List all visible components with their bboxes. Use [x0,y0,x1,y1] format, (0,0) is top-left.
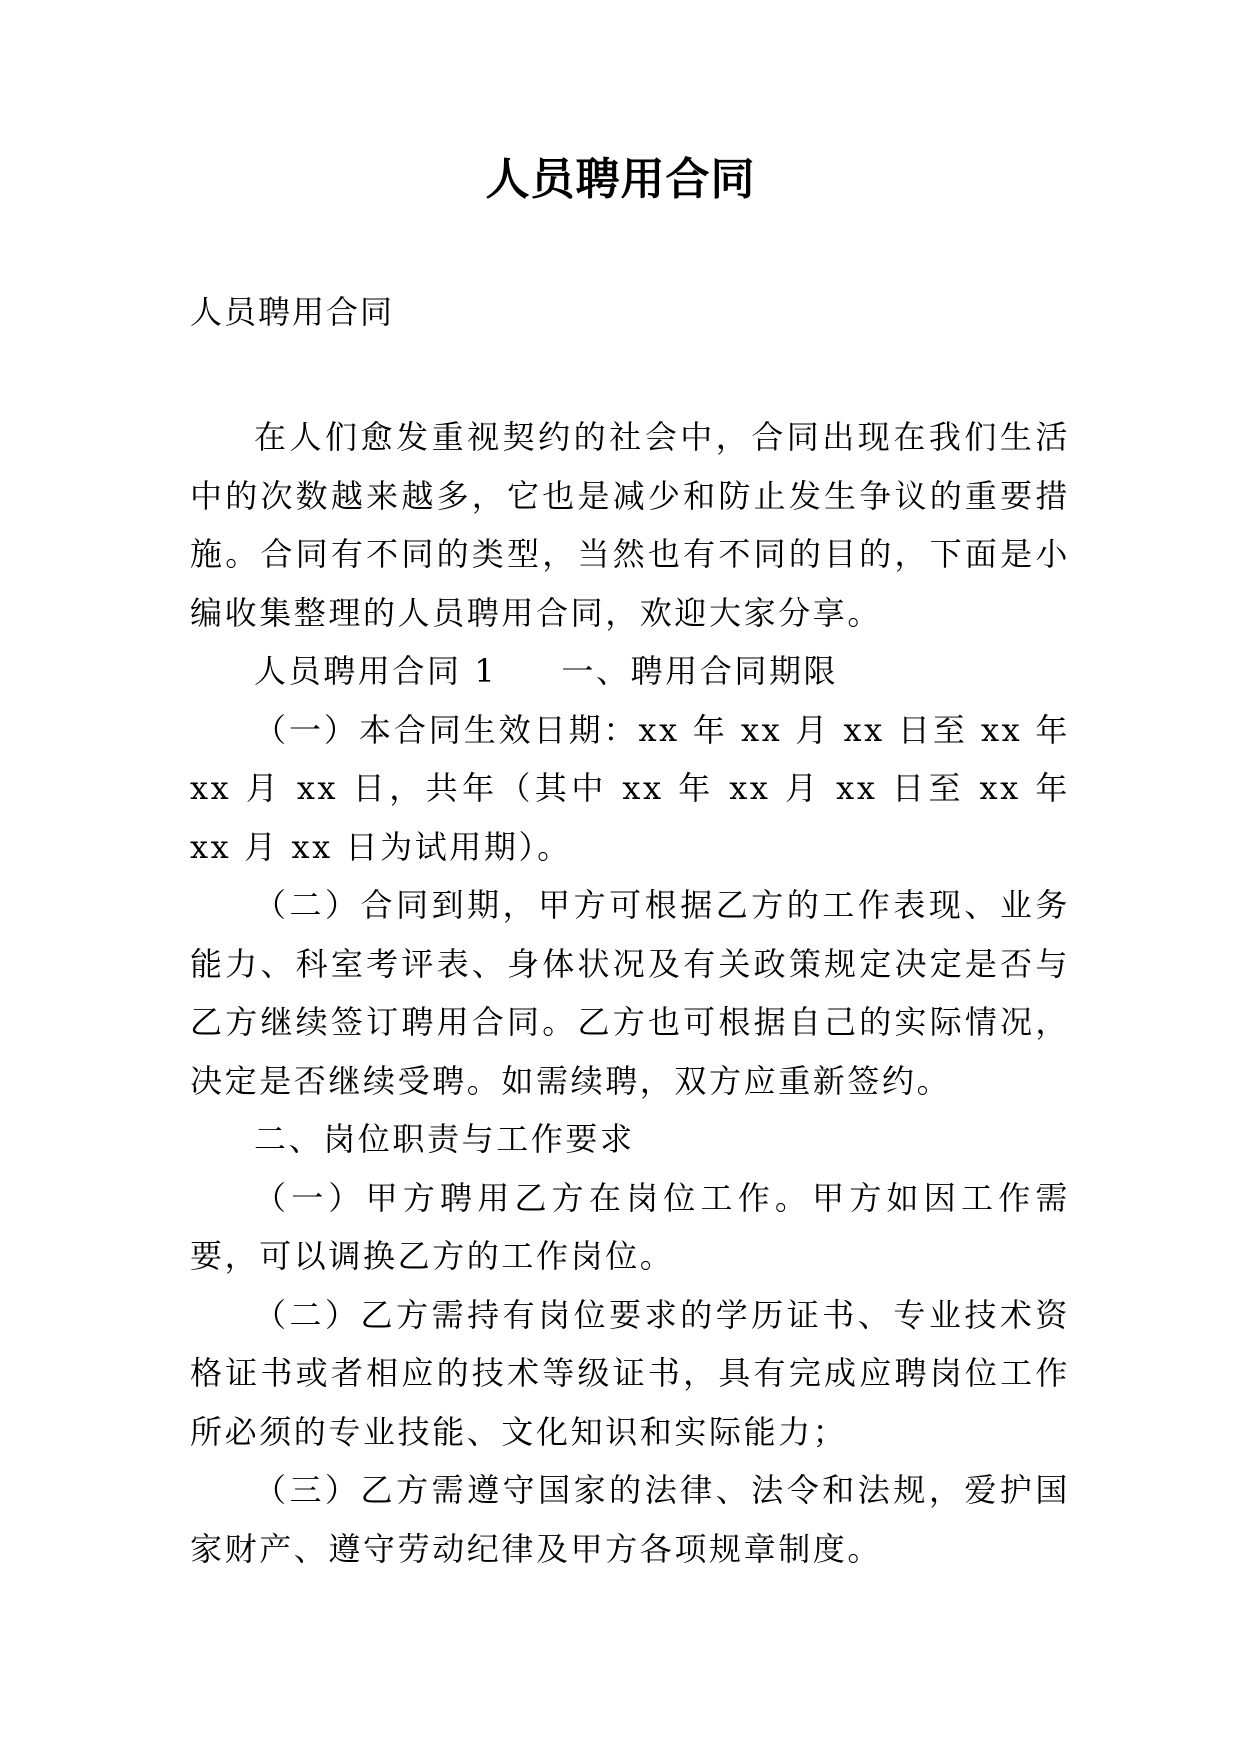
section-1-heading: 一、聘用合同期限 [561,652,839,690]
section-2-heading: 二、岗位职责与工作要求 [254,1120,635,1158]
document-title: 人员聘用合同 [485,154,756,205]
contract-1-label: 人员聘用合同 1 [254,652,498,690]
section-2-item-3: （三）乙方需遵守国家的法律、法令和法规，爱护国家财产、遵守劳动纪律及甲方各项规章制度。 [190,1471,1070,1568]
contract-1-heading-line [190,642,1070,701]
section-2-item-2: （二）乙方需持有岗位要求的学历证书、专业技术资格证书或者相应的技术等级证书，具有完成应聘岗位工作所必须的专业技能、文化知识和实际能力； [190,1295,1070,1451]
section-1-item-1: （一）本合同生效日期：xx 年 xx 月 xx 日至 xx 年 xx 月 xx 日，共年（其中 xx 年 xx 月 xx 日至 xx 年 xx 月 xx 日为试用期）。 [190,710,1070,866]
document-subtitle: 人员聘用合同 [190,293,395,331]
section-1-item-2: （二）合同到期，甲方可根据乙方的工作表现、业务能力、科室考评表、身体状况及有关政策规定决定是否与乙方继续签订聘用合同。乙方也可根据自己的实际情况，决定是否继续受聘。如需续聘，双方应重新签约。 [190,886,1070,1100]
intro-paragraph: 在人们愈发重视契约的社会中，合同出现在我们生活中的次数越来越多，它也是减少和防止发生争议的重要措施。合同有不同的类型，当然也有不同的目的，下面是小编收集整理的人员聘用合同，欢迎大家分享。 [190,418,1070,632]
document-body [190,408,1070,1578]
section-2-item-1: （一）甲方聘用乙方在岗位工作。甲方如因工作需要，可以调换乙方的工作岗位。 [190,1178,1070,1275]
